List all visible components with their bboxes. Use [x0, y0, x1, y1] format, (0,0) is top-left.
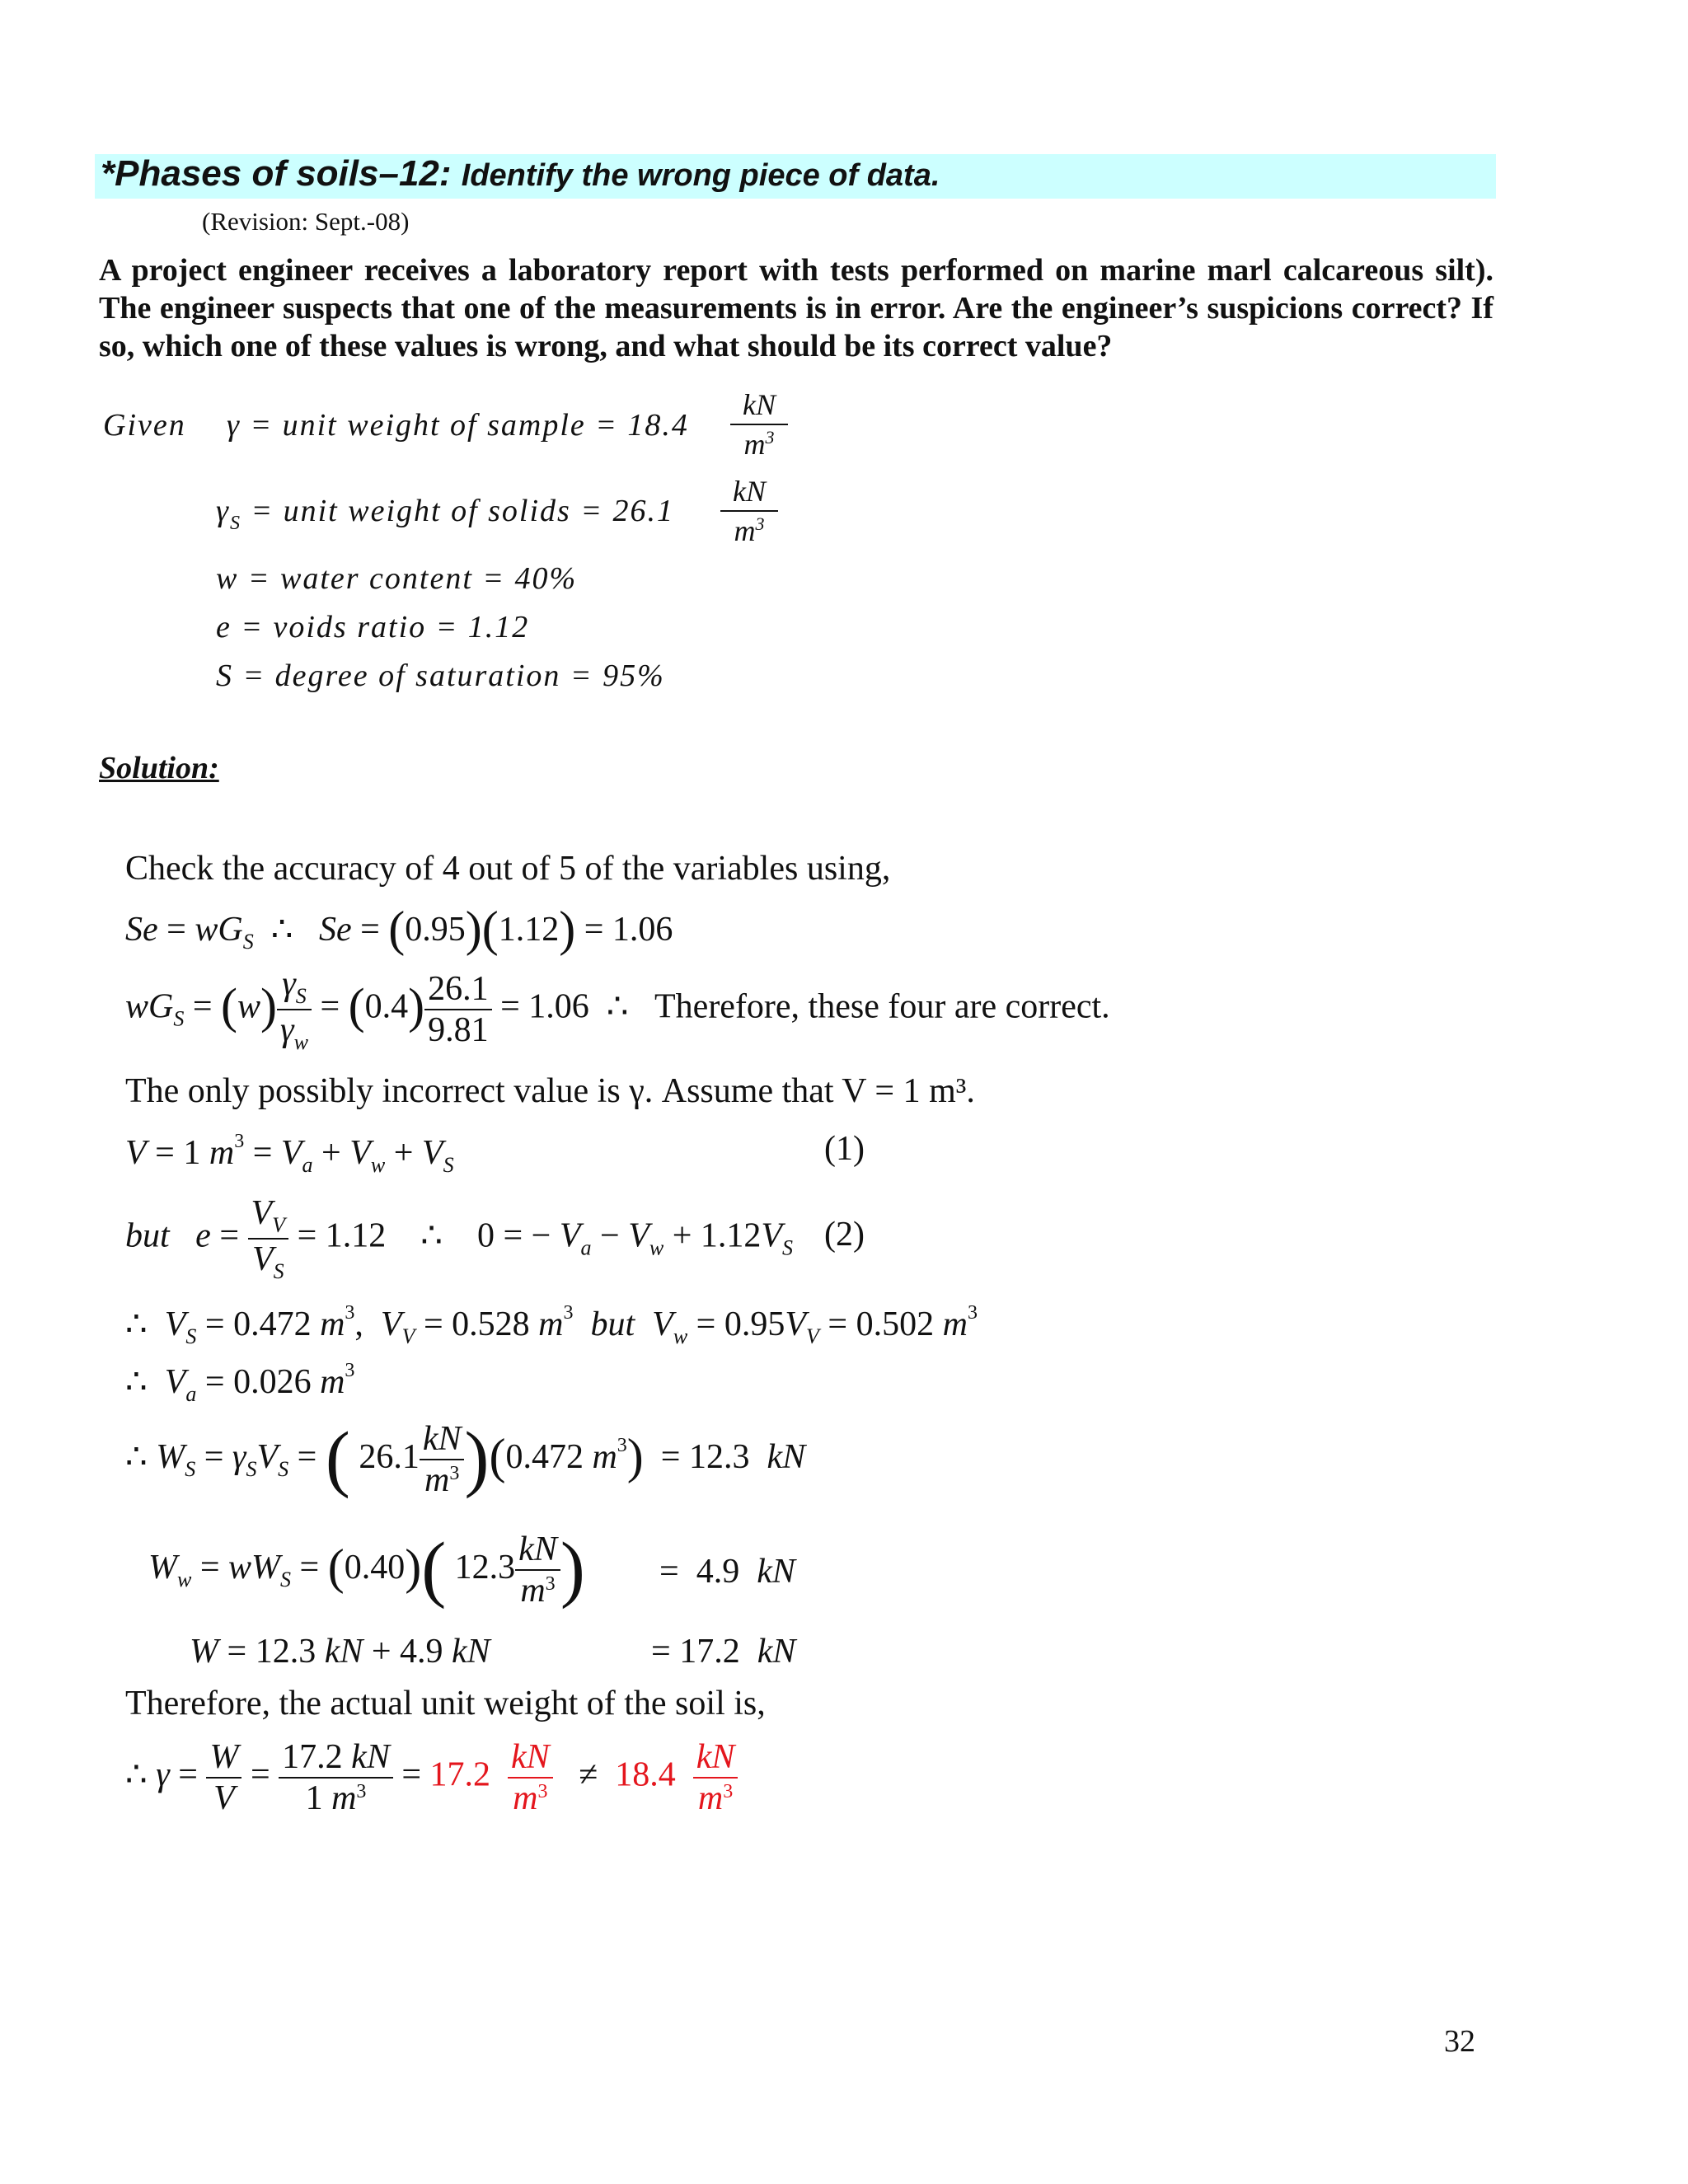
- value-ww-2: 4.9: [400, 1633, 443, 1671]
- title-text: *Phases of soils–12:: [101, 153, 452, 194]
- value-wgs-result: 1.06: [528, 987, 589, 1026]
- equation-volumes-result: ∴ $V_S = 0.472$ $m^3$, $V_V = 0.528$ $m^3$ but $V_w = 0.95V_V = 0.502$ $m^3$: [125, 1302, 978, 1348]
- given-saturation: S = degree of saturation = 95%: [216, 658, 665, 693]
- given-gamma-unit: [730, 387, 788, 462]
- value-ws-3: 12.3: [255, 1633, 316, 1671]
- unit-bar: [730, 424, 788, 425]
- value-ww: 4.9: [696, 1553, 740, 1591]
- gamma-s-symbol: γ: [216, 494, 230, 528]
- equation-label-1: (1): [824, 1130, 865, 1168]
- equation-gamma-actual: ∴ γ = $\frac{W}{V}$ = $\frac{17.2 kN}{1 m^3}$ = 17.2 $\frac{kN}{m^3}$ ≠ 18.4 $\frac{kN}{m^3}$: [125, 1737, 738, 1818]
- value-vs: 0.472: [233, 1305, 312, 1343]
- equation-se: $Se = wG_S$ ∴ Se = (0.95)(1.12) = 1.06: [125, 902, 673, 956]
- value-va: 0.026: [233, 1363, 312, 1401]
- value-w-total-2: 17.2: [282, 1738, 343, 1776]
- given-label: Given: [103, 408, 186, 443]
- fraction-numeric: $\frac{26.1}{9.81}$: [424, 969, 492, 1050]
- given-gamma: γ = unit weight of sample = 18.4: [227, 408, 689, 443]
- page-number: 32: [1444, 2024, 1475, 2059]
- problem-statement: A project engineer receives a laboratory report with tests performed on marine marl calcareous silt). The engineer suspects that one of the measurements is in error. Are the engineer’s suspicions correct? If so, which one of these values is wrong, and what should be its correct value?: [99, 253, 1493, 363]
- fraction-gamma-ratio: $\frac{\gamma_S}{\gamma_w}$: [277, 964, 312, 1055]
- assumption-line: The only possibly incorrect value is γ. Assume that V = 1 m³.: [125, 1072, 975, 1110]
- value-voids-2: 1.12: [325, 1216, 387, 1255]
- value-ws: 12.3: [688, 1438, 750, 1476]
- given-gamma-s: [216, 493, 674, 535]
- equation-wgs: $wG_S = (w)$ $\frac{\gamma_S}{\gamma_w}$ = (0.4) $\frac{26.1}{9.81}$ = 1.06 ∴ Therefore, these four are correct.: [125, 965, 1110, 1054]
- unit-numerator: kN: [743, 388, 776, 421]
- value-vs-2: 0.472: [505, 1438, 584, 1476]
- value-vv: 0.528: [452, 1305, 530, 1343]
- unit-given: $\frac{kN}{m^3}$: [693, 1737, 738, 1818]
- value-water-2: 0.40: [344, 1549, 406, 1586]
- unit-actual: $\frac{kN}{m^3}$: [508, 1737, 553, 1818]
- value-voids: 1.12: [498, 911, 560, 949]
- but-word: but: [125, 1216, 170, 1255]
- gamma-s-subscript: S: [229, 513, 241, 534]
- given-voids-ratio: e = voids ratio = 1.12: [216, 610, 530, 644]
- value-gamma-s: 26.1: [359, 1438, 420, 1476]
- equation-va: ∴ $V_a = 0.026$ $m^3$: [125, 1360, 355, 1406]
- given-water-content: w = water content = 40%: [216, 561, 578, 596]
- value-water: 0.4: [364, 987, 409, 1026]
- gamma-s-text: = unit weight of solids = 26.1: [251, 494, 674, 528]
- equation-w-total-result: = 17.2 kN: [651, 1633, 796, 1671]
- equation-ww-result: = 4.9 kN: [659, 1553, 795, 1591]
- revision-note: (Revision: Sept.-08): [202, 207, 410, 236]
- equation-ws: ∴ $W_S = \gamma_SV_S$ = ( 26.1 $\frac{kN}{m^3}$ )(0.472 $m^3) = 12.3$ kN: [125, 1418, 806, 1500]
- fraction-vv-vs: $\frac{V_V}{V_S}$: [248, 1193, 289, 1284]
- given-gamma-s-unit: [720, 474, 778, 548]
- equation-ww: $W_w = wW_S = (0.40)$( 12.3 $\frac{kN}{m^3}$ ): [148, 1528, 585, 1610]
- equation-voids: but e = $\frac{V_V}{V_S}$ = 1.12 ∴ 0 = − $V_a - V_w + 1.12V_S$: [125, 1194, 794, 1283]
- unit-denominator: m: [734, 514, 756, 547]
- value-ws-2: 12.3: [454, 1549, 516, 1586]
- value-w-total: 17.2: [679, 1633, 740, 1671]
- value-saturation-2: 0.95: [724, 1305, 785, 1343]
- unit-bar: [720, 510, 778, 512]
- actual-line: Therefore, the actual unit weight of the soil is,: [125, 1685, 766, 1722]
- unit-exponent: 3: [765, 427, 775, 448]
- equation-label-2: (2): [824, 1216, 865, 1254]
- unit-numerator: kN: [733, 475, 766, 508]
- check-conclusion: Therefore, these four are correct.: [654, 987, 1110, 1026]
- value-vw: 0.502: [856, 1305, 935, 1343]
- unit-denominator: m: [743, 428, 766, 461]
- value-gamma-given: 18.4: [615, 1755, 676, 1794]
- value-se-result: 1.06: [612, 911, 673, 949]
- value-saturation: 0.95: [405, 911, 466, 949]
- page-title: [101, 153, 940, 194]
- solution-heading: Solution:: [99, 751, 219, 785]
- unit-exponent: 3: [755, 513, 765, 534]
- equation-w-total: W = 12.3 kN + 4.9 kN: [190, 1633, 490, 1671]
- solution-intro: Check the accuracy of 4 out of 5 of the variables using,: [125, 850, 891, 888]
- value-gamma-actual: 17.2: [429, 1755, 491, 1794]
- title-subtitle: Identify the wrong piece of data.: [461, 158, 940, 193]
- equation-volume: V = 1 $m^3 = V_a + V_w + V_S$: [125, 1131, 454, 1177]
